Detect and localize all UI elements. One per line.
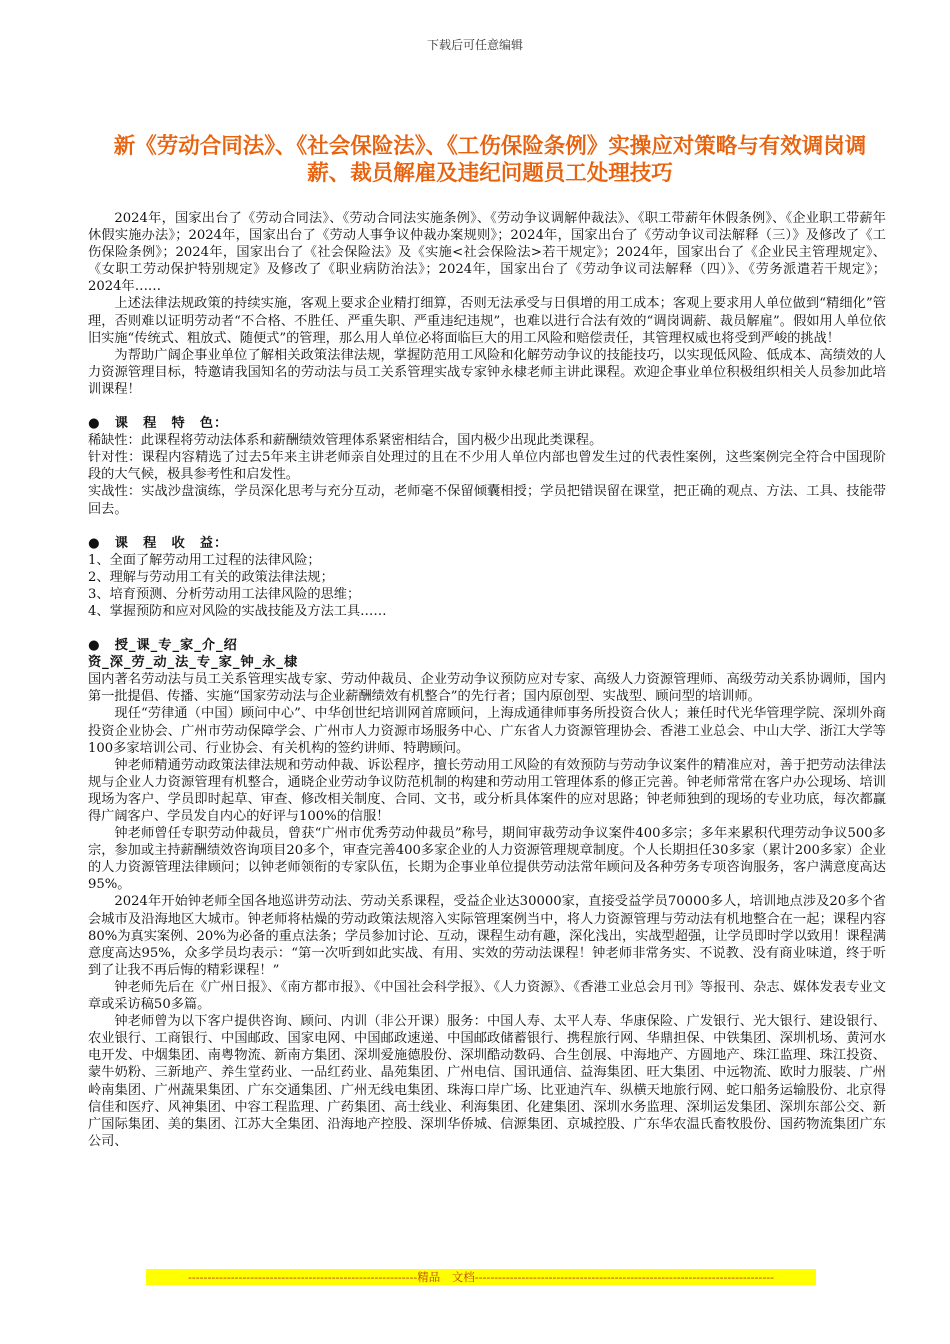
benefit-item: 3、培育预测、分析劳动用工法律风险的思维； [88,586,361,602]
expert-subheading: 资_深_劳_动_法_专_家_钟_永_棣 [88,655,299,671]
expert-paragraph: 钟老师曾为以下客户提供咨询、顾问、内训（非公开课）服务：中国人寿、太平人寿、华康保险、广发银行、光大银行、建设银行、农业银行、工商银行、中国邮政、国家电网、中国邮政速递、中国邮政储蓄银行、携程旅行网、华鼎担保、中铁集团、深圳机场、黄河水电开发、中烟集团、南粤物流、新南方集团、深圳爱施德股份、深圳酷动数码、合生创展、中海地产、方圆地产、珠江监理、珠江投资、蒙牛奶粉、三新地产、养生堂药业、一品红药业、晶苑集团、广州电信、国讯通信、益海集团、旺大集团、中远物流、欧时力服装、广州岭南集团、广州蔬果集团、广东交通集团、广州无线电集团、珠海口岸广场、比亚迪汽车、纵横天地旅行网、蛇口船务运输股份、北京得信佳和医疗、风神集团、中容工程监理、广药集团、高士线业、利海集团、化建集团、深圳水务监理、深圳运发集团、深圳东部公交、新广国际集团、美的集团、江苏大全集团、沿海地产控股、深圳华侨城、信源集团、京城控股、广东华农温氏畜牧股份、国药物流集团广东公司、 [88,1014,886,1149]
expert-heading: ● 授_课_专_家_介_绍 [88,638,238,654]
expert-paragraph: 2024年开始钟老师全国各地巡讲劳动法、劳动关系课程，受益企业达30000家，直接受益学员70000多人，培训地点涉及20多个省会城市及沿海地区大城市。钟老师将枯燥的劳动政策法规溶入实际管理案例当中，将人力资源管理与劳动法有机地整合在一起；课程内容80%为真实案例、20%为必备的重点法条；学员参加讨论、互动，课程生动有趣，深化浅出，实战型超强，让学员即时学以致用！课程满意度高达95%，众多学员均表示：“第一次听到如此实战、有用、实效的劳动法课程！钟老师非常务实、不说教、没有商业味道，终于听到了让我不再后悔的精彩课程！” [88,894,886,978]
spacer [88,620,886,637]
intro-paragraph: 2024年，国家出台了《劳动合同法》、《劳动合同法实施条例》、《劳动争议调解仲裁法》、《职工带薪年休假条例》、《企业职工带薪年休假实施办法》；2024年，国家出台了《劳动人事争议仲裁办案规则》；2024年，国家出台了《劳动争议司法解释（三）》及修改了《工伤保险条例》；2024年，国家出台了《社会保险法》及《实施<社会保险法>若干规定》；2024年，国家出台了《企业民主管理规定》、《女职工劳动保护特别规定》及修改了《职业病防治法》；2024年，国家出台了《劳动争议司法解释（四）》、《劳务派遣若干规定》；2024年…… [88,211,886,295]
benefit-item: 4、掌握预防和应对风险的实战技能及方法工具…… [88,603,387,619]
benefits-heading: ● 课 程 收 益： [88,535,229,551]
expert-paragraph: 钟老师曾任专职劳动仲裁员，曾获“广州市优秀劳动仲裁员”称号，期间审裁劳动争议案件400多宗；多年来累积代理劳动争议500多宗，参加或主持薪酬绩效咨询项目20多个，审查完善400多家企业的人力资源管理规章制度。个人长期担任30多家（累计200多家）企业的人力资源管理法律顾问；以钟老师领衔的专家队伍，长期为企事业单位提供劳动法常年顾问及各种劳务专项咨询服务，客户满意度高达95%。 [88,826,886,893]
benefit-item: 1、全面了解劳动用工过程的法律风险； [88,552,321,568]
features-heading: ● 课 程 特 色： [88,416,229,432]
spacer [88,398,886,415]
header-note: 下载后可任意编辑 [426,38,523,52]
expert-paragraph: 钟老师先后在《广州日报》、《南方都市报》、《中国社会科学报》、《人力资源》、《香港工业总会月刊》等报刊、杂志、媒体发表专业文章或采访稿50多篇。 [88,979,886,1013]
document-title: 新《劳动合同法》、《社会保险法》、《工伤保险条例》实操应对策略与有效调岗调薪、裁员解雇及违纪问题员工处理技巧 [113,134,867,186]
expert-paragraph: 钟老师精通劳动政策法律法规和劳动仲裁、诉讼程序，擅长劳动用工风险的有效预防与劳动争议案件的精准应对，善于把劳动法律法规与企业人力资源管理有机整合，通晓企业劳动争议防范机制的构建和劳动用工管理体系的修正完善。钟老师常常在客户办公现场、培训现场为客户、学员即时起草、审查、修改相关制度、合同、文书，或分析具体案件的应对思路；钟老师独到的现场的专业功底，每次都赢得广阔客户、学员发自内心的好评与100%的信服！ [88,757,886,824]
intro-paragraph: 为帮助广阔企事业单位了解相关政策法律法规，掌握防范用工风险和化解劳动争议的技能技巧，以实现低风险、低成本、高绩效的人力资源管理目标，特邀请我国知名的劳动法与员工关系管理实战专家钟永棣老师主讲此课程。欢迎企事业单位积极组织相关人员参加此培训课程！ [88,347,886,397]
feature-item: 稀缺性：此课程将劳动法体系和薪酬绩效管理体系紧密相结合，国内极少出现此类课程。 [88,433,603,449]
document-body [88,210,886,1150]
intro-paragraph: 上述法律法规政策的持续实施，客观上要求企业精打细算，否则无法承受与日俱增的用工成本；客观上要求用人单位做到“精细化”管理，否则难以证明劳动者“不合格、不胜任、严重失职、严重违纪违规”，也难以进行合法有效的“调岗调薪、裁员解雇”。假如用人单位依旧实施“传统式、粗放式、随便式”的管理，那么用人单位必将面临巨大的用工风险和赔偿责任，其管理权威也将受到严峻的挑战！ [88,296,886,346]
spacer [88,518,886,535]
expert-paragraph: 国内著名劳动法与员工关系管理实战专家、劳动仲裁员、企业劳动争议预防应对专家、高级人力资源管理师、高级劳动关系协调师，国内第一批提倡、传播、实施“国家劳动法与企业薪酬绩效有机整合”的先行者；国内原创型、实战型、顾问型的培训师。 [88,672,886,705]
feature-item: 实战性：实战沙盘演练，学员深化思考与充分互动，老师毫不保留倾囊相授；学员把错误留在课堂，把正确的观点、方法、工具、技能带回去。 [88,484,886,517]
expert-paragraph: 现任“劳律通（中国）顾问中心”、中华创世纪培训网首席顾问，上海成通律师事务所投资合伙人；兼任时代光华管理学院、深圳外商投资企业协会、广州市劳动保障学会、广州市人力资源市场服务中心、广东省人力资源管理协会、香港工业总会、中山大学、浙江大学等100多家培训公司、行业协会、有关机构的签约讲师、特聘顾问。 [88,706,886,756]
benefit-item: 2、理解与劳动用工有关的政策法律法规； [88,569,334,585]
footer-banner: -----------------------------------------------------------精品 文档----------------------------------------------------------------------------- [146,1269,816,1285]
feature-item: 针对性：课程内容精选了过去5年来主讲老师亲自处理过的且在不少用人单位内部也曾发生过的代表性案例，这些案例完全符合中国现阶段的大气候，极具参考性和启发性。 [88,450,886,483]
